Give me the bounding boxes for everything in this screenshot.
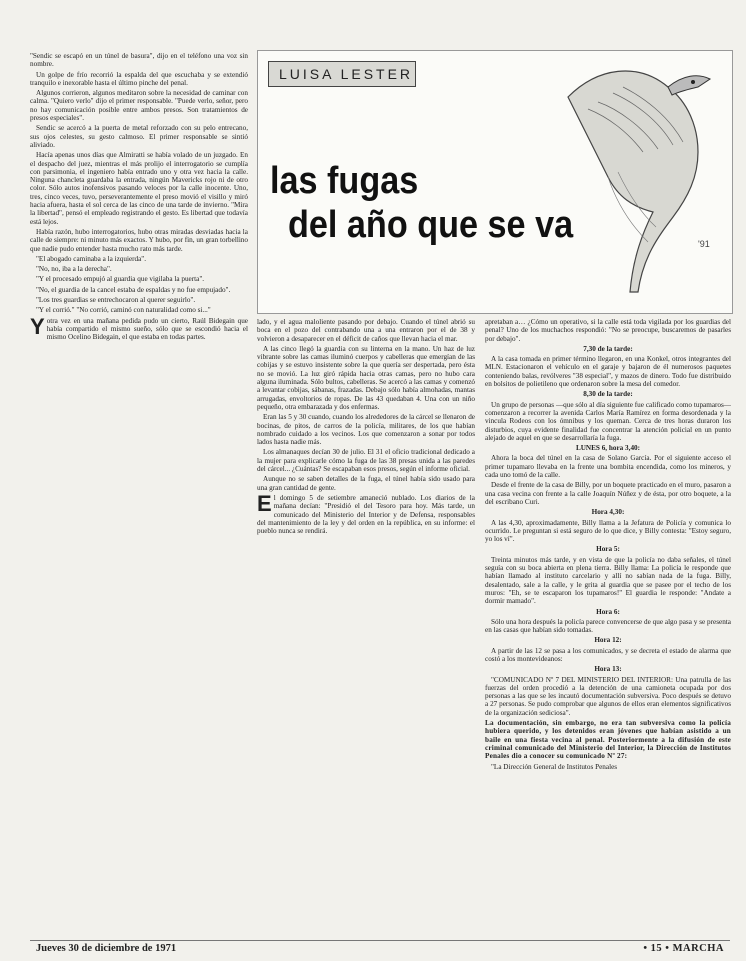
time-heading: Hora 13: [594,665,622,674]
paragraph: Treinta minutos más tarde, y en vista de que la policía no daba señales, el túnel seguía con su boca abierta en plena tierra. Billy llama: La policía le responde que habían llamado al instituto carcelario y allí no sabían nada de la fuga. Billy, desalentado, sale a la calle, y le grita al guardia que se pasee por el techo de los muros: "Eh, se te escaparon los tupamaros!" El guardia le responde: "Andate a dormir mamado". [485,555,731,606]
paragraph-dropcap [257,490,475,536]
paragraph-text: l domingo 5 de setiembre amaneció nublado. Los diarios de la mañana decían: "Presidió el del Tesoro para hoy. Más tarde, un comunicado del Ministerio del Interior y de Defensa, responsables del mantenimiento de la ley y del orden en la república, en su informe: el pueblo nunca se rendirá. [257,493,475,536]
paragraph: Desde el frente de la casa de Billy, por un boquete practicado en el muro, pasaron a una casa vecina con frente a la calle Joaquín Núñez y de ésta, por otro boquete, a la del escribano Curi. [485,481,731,506]
page-folio: • 15 • MARCHA [643,943,724,954]
paragraph: "No, el guardia de la cancel estaba de espaldas y no fue empujado". [36,285,231,294]
bird-drawing-icon [548,57,728,307]
paragraph: "Y el procesado empujó al guardia que vigilaba la puerta". [36,275,205,284]
paragraph: lado, y el agua maloliente pasando por debajo. Cuando el túnel abrió su boca en el pozo del contrabando una a una entraron por el de 38 y volvieron a desaparecer en el déficit de caños que llevan hacia el mar. [257,318,475,343]
artist-signature: '91 [698,239,710,249]
column-3 [485,318,731,938]
article-header-illustration [257,50,733,314]
paragraph: A las 4,30, aproximadamente, Billy llama a la Jefatura de Policía y comunica lo ocurrido. Le preguntan si está seguro de lo que dice, y Billy contesta: "Estoy seguro, yo los ví". [485,518,731,544]
paragraph: Sólo una hora después la policía parece convencerse de que algo pasa y se presenta en las casas que habían sido tomadas. [485,617,731,635]
paragraph: A las cinco llegó la guardia con su linterna en la mano. Un haz de luz vibrante sobre las camas iluminó cuerpos y cabelleras que emergían de las cobijas y se estuvo insistente sobre la que quería ser despertada, pero ésta no se movió. La luz giró rápida hacia otras camas, pero no hubo cara alguna iluminada. Sólo bultos, cabelleras. Se acercó a las camas y comenzó a levantar cobijas, sábanas, frazadas. Debajo sólo había almohadas, mantas arrugadas, envoltorios de ropas. De las 43 quedaban 4. Una con un niño pequeño, otra embarazada y dos enfermas. [257,344,475,411]
time-heading: 8,30 de la tarde: [583,390,633,399]
headline-line-1: las fugas [270,160,419,202]
author-box [268,61,416,87]
time-heading: Hora 12: [594,636,622,645]
paragraph: apretaban a… ¿Cómo un operativo, si la calle está toda vigilada por los guardias del penal? Uno de los muchachos respondió: "No se preocupe, buscaremos de pasarles por debajo". [485,318,731,343]
paragraph: "No, no, iba a la derecha". [36,265,112,274]
paragraph: "Sendic se escapó en un túnel de basura", dijo en el teléfono una voz sin nombre. [30,52,248,69]
author-name: LUISA LESTER [279,66,414,82]
drop-cap: Y [30,313,45,339]
paragraph: Algunos corrieron, algunos meditaron sobre la necesidad de caminar con calma. "Quiero verlo" dijo el primer responsable. "Puede verlo, señor, pero no hay comunicación posible entre ambos presos. Son tratamientos de presos especiales". [30,89,248,123]
paragraph: Ahora la boca del túnel en la casa de Solano García. Por el siguiente acceso el primer tupamaro llevaba en la frente una bombita encendida, como los mineros, y cada uno tomó de la calle. [485,454,731,480]
time-heading: Hora 4,30: [591,508,625,517]
column-2 [257,318,475,938]
issue-date: Jueves 30 de diciembre de 1971 [36,943,177,954]
paragraph: "Y el corrió." "No corrió, caminó con naturalidad como si..." [36,306,211,315]
paragraph: Hacía apenas unos días que Almiratti se había volado de un juzgado. En el despacho del juez, mientras el más prolijo el interrogatorio se cumplía con parsimonia, el ingeniero había entrado uno y otra vez hacia la calle. Ninguna chancleta guardaba la entrada, ningún Mavericks rojo ni de otro color. Sólo autos inofensivos pasando veloces por la calle inocente. Uno, tres, cinco veces, tuvo, perseverantemente el preso movió el visillo y miró hacia afuera, hasta el sol cerca de las cinco de una tarde de invierno. "Mira la libertad", pensó el empleado registrando el gesto. Es libertad que todavía está lejos. [30,151,248,226]
time-heading: 7,30 de la tarde: [583,344,633,353]
drop-cap: E [257,490,272,516]
paragraph-text: otra vez en una mañana pedida pudo un cierto, Raúl Bidegain que había compartido el mismo sueño, sólo que se escondió hacia el mismo Ocelino Bidegain, el que estaba en todas partes. [46,316,248,342]
paragraph: Un grupo de personas —que sólo al día siguiente fue calificado como tupamaros— comenzaron a recorrer la avenida Carlos María Ramírez en forma desordenada y la vincula Rodeos con los ómnibus y los queman. Cerca de tres horas duraron los disturbios, cuya evidente finalidad fue concentrar la atención policial en un punto alejado de aquel en que se desarrollaría la fuga. [485,400,731,442]
time-heading: Hora 5: [596,545,620,554]
paragraph: A la casa tomada en primer término llegaron, en una Konkel, otros integrantes del MLN. Estacionaron el vehículo en el garaje y bajaron de él numerosos paquetes conteniendo balas, revólveres "38 especial", y mazos de dinero. Todo fue distribuido en bolsitos de polietileno que ordenaron sobre la mesa del comedor. [485,355,731,389]
column-1 [30,52,248,937]
time-heading: LUNES 6, hora 3,40: [575,444,641,453]
paragraph: Los almanaques decían 30 de julio. El 31 el oficio tradicional dedicado a la mujer para explicarle cómo la fuga de las 38 presas unida a las paredes del cárcel... ¿Cuántas? Se escapaban esos presos, según el informe oficial. [257,448,475,474]
paragraph: "Los tres guardias se entrechocaron al querer seguirlo". [36,296,196,305]
headline [270,159,574,247]
paragraph: Sendic se acercó a la puerta de metal reforzado con su pelo entrecano, sus ojos celestes, su gesto calmoso. El primer responsable se sintió aliviado. [30,124,248,149]
headline-line-2: del año que se va [288,204,574,246]
communique-text: La documentación, sin embargo, no era tan subversiva como la policía hubiera querido, y los detenidos eran jóvenes que habían asistido a un baile en una fiesta vecina al penal. Posteriormente a la difusión de este criminal comunicado del Ministerio del Interior, la Dirección de Institutos Penales dio a conocer su comunicado Nº 27: [485,719,731,761]
paragraph: Eran las 5 y 30 cuando, cuando los alrededores de la cárcel se llenaron de bocinas, de pitos, de carros de la policía, militares, de los que habían nombrado cuidado a los vecinos. Los que comenzaron a sonar por todos lados hasta nadie más. [257,413,475,447]
footer-rule [30,940,730,941]
paragraph: Un golpe de frío recorrió la espalda del que escuchaba y se extendió tranquilo e inexorable hasta el último pinche del penal. [30,70,248,87]
paragraph: A partir de las 12 se pasa a los comunicados, y se decreta el estado de alarma que costó a los montevideanos: [485,646,731,663]
paragraph: Había razón, hubo interrogatorios, hubo otras miradas desviadas hacia la calle de siempre: ni minuto más exactos. Y hubo, por fin, un gran torbellino que nadie pudo entender hasta mucho rato más tarde. [30,227,248,253]
time-heading: Hora 6: [596,607,620,616]
paragraph: "El abogado caminaba a la izquierda". [36,254,147,263]
paragraph: "COMUNICADO Nº 7 DEL MINISTERIO DEL INTERIOR: Una patrulla de las fuerzas del orden procedió a la detención de una camioneta ocupada por dos personas a las que se les incautó documentación subversiva. Poco después se detuvo a 27 personas. Se pudo comprobar que algunos de ellos eran elementos significativos de la organización sediciosa". [485,675,731,717]
page-footer [30,943,730,957]
paragraph: "La Dirección General de Institutos Penales [491,762,618,771]
paragraph: Aunque no se saben detalles de la fuga, el túnel había sido usado para una gran cantidad de gente. [257,475,475,492]
paragraph-dropcap [30,313,248,342]
